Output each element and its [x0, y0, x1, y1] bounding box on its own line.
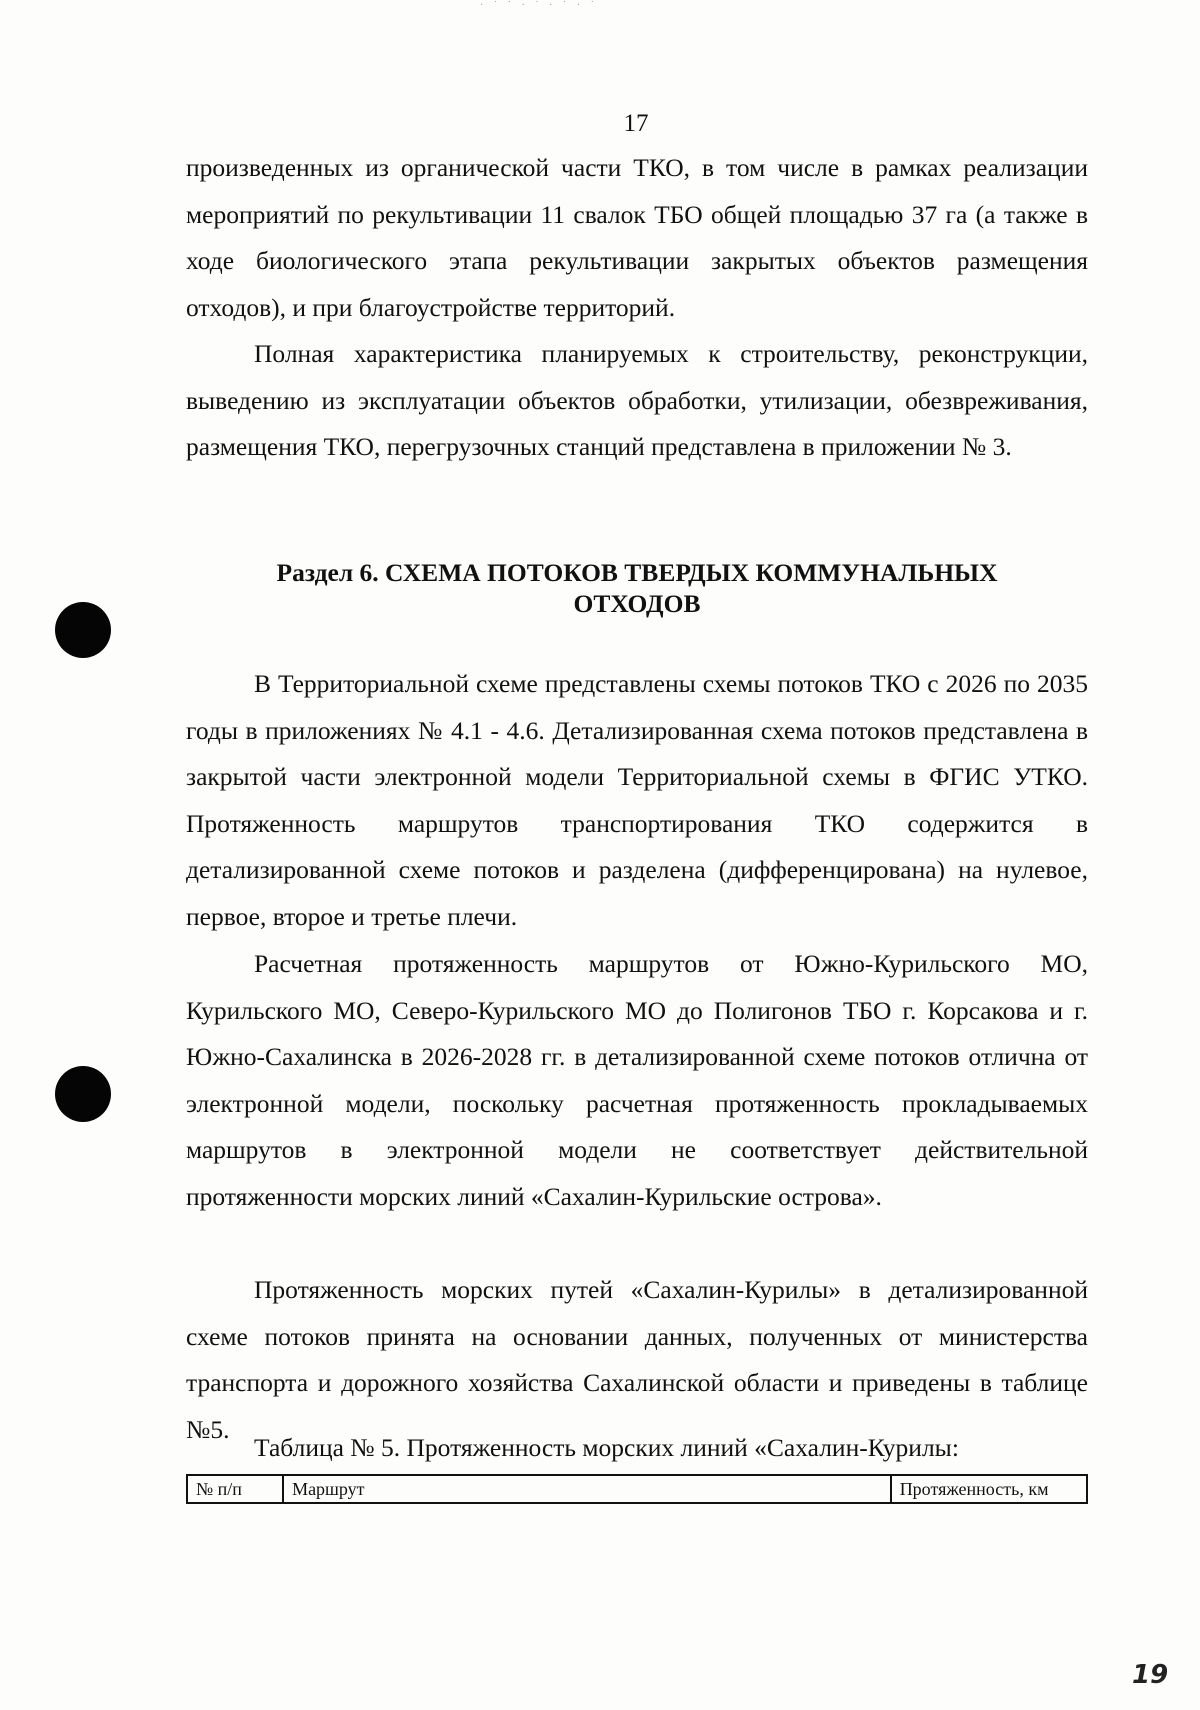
- paragraph-block: [186, 331, 1088, 471]
- paragraph: Расчетная протяженность маршрутов от Южно-Курильского МО, Курильского МО, Северо-Курильского МО до Полигонов ТБО г. Корсакова и г. Южно-Сахалинска в 2026-2028 гг. в детализированной схеме потоков отлична от электронной модели, поскольку расчетная протяженность прокладываемых маршрутов в электронной модели не соответствует действительной протяженности морских линий «Сахалин-Курильские острова».: [186, 949, 1088, 1211]
- header-route: Маршрут: [283, 1475, 891, 1503]
- page-number: 17: [623, 110, 649, 137]
- header-num: № п/п: [187, 1475, 283, 1503]
- table-header-row: [187, 1475, 1087, 1503]
- section-heading-line2: ОТХОДОВ: [573, 589, 701, 618]
- table-caption: Таблица № 5. Протяженность морских линий «Сахалин-Курилы:: [254, 1433, 959, 1462]
- scan-artifact: · ˙ ˙ · ˙ · ˙ · ˙: [480, 0, 598, 11]
- section-heading-line1: Раздел 6. СХЕМА ПОТОКОВ ТВЕРДЫХ КОММУНАЛЬНЫХ: [276, 558, 998, 587]
- paragraph: произведенных из органической части ТКО, в том числе в рамках реализации мероприятий по рекультивации 11 свалок ТБО общей площадью 37 га (а также в ходе биологического этапа рекультивации закрытых объектов размещения отходов), и при благоустройстве территорий.: [186, 153, 1088, 322]
- punch-hole: [55, 602, 111, 658]
- paragraph: В Территориальной схеме представлены схемы потоков ТКО с 2026 по 2035 годы в приложениях № 4.1 - 4.6. Детализированная схема потоков представлена в закрытой части электронной модели Территориальной схемы в ФГИС УТКО. Протяженность маршрутов транспортирования ТКО содержится в детализированной схеме потоков и разделена (дифференцирована) на нулевое, первое, второе и третье плечи.: [186, 669, 1088, 931]
- paragraph-block: [186, 941, 1088, 1220]
- paragraph-block: [186, 661, 1088, 940]
- paragraph-block: [186, 1267, 1088, 1453]
- paragraph: Протяженность морских путей «Сахалин-Курилы» в детализированной схеме потоков принята на основании данных, полученных от министерства транспорта и дорожного хозяйства Сахалинской области и приведены в таблице №5.: [186, 1275, 1088, 1444]
- paragraph: Полная характеристика планируемых к строительству, реконструкции, выведению из эксплуатации объектов обработки, утилизации, обезвреживания, размещения ТКО, перегрузочных станций представлена в приложении № 3.: [186, 339, 1088, 461]
- paragraph-continuation: [186, 145, 1088, 331]
- handwritten-page-number: 19: [1132, 1660, 1169, 1690]
- routes-table: [186, 1474, 1088, 1504]
- section-heading: [186, 557, 1088, 619]
- punch-hole: [55, 1066, 111, 1122]
- header-length: Протяженность, км: [891, 1475, 1087, 1503]
